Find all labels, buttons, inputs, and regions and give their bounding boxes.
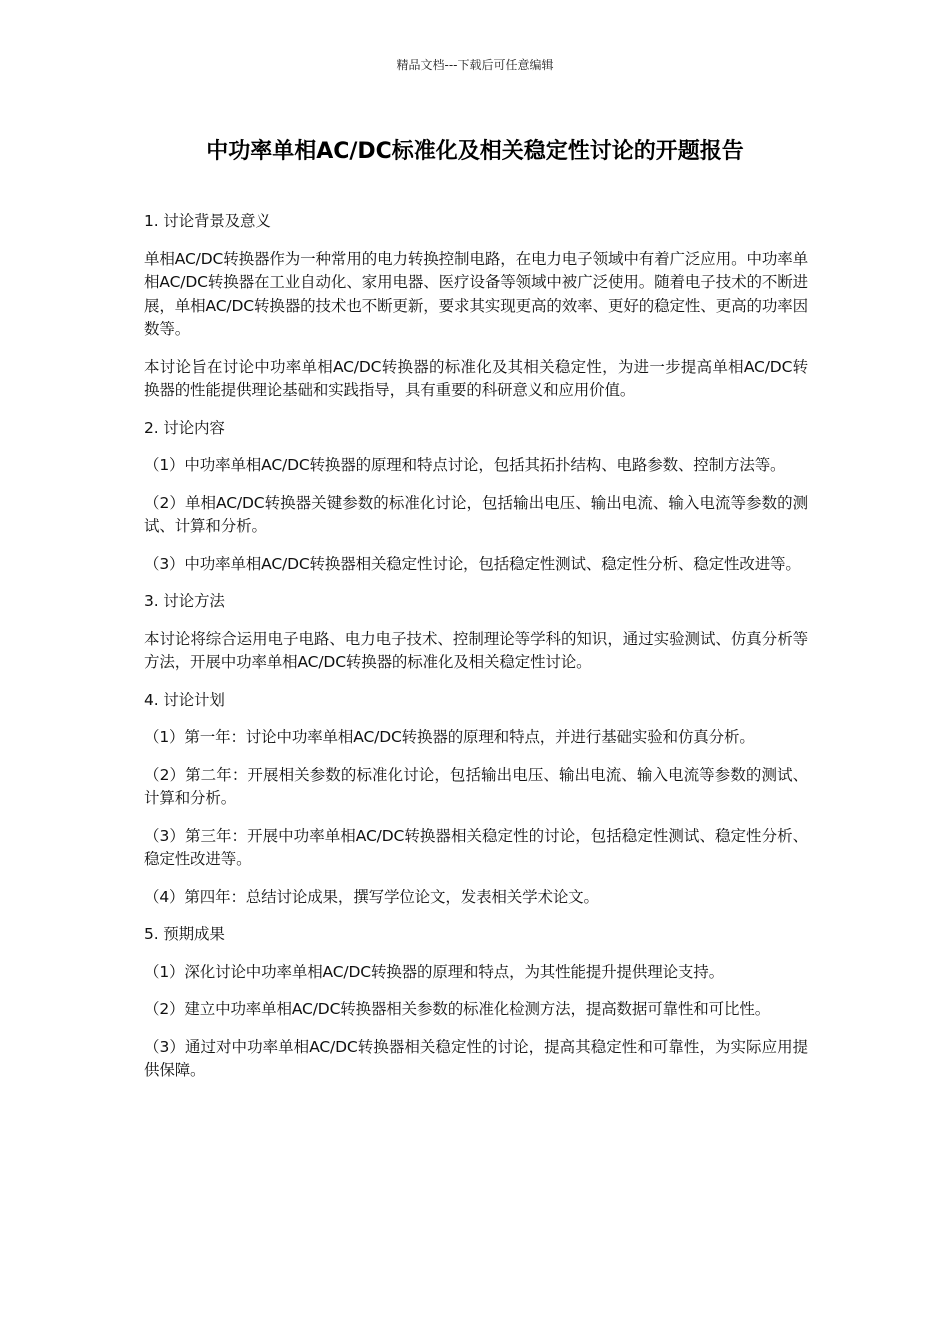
paragraph: 本讨论旨在讨论中功率单相AC/DC转换器的标准化及其相关稳定性，为进一步提高单相AC/DC转换器的性能提供理论基础和实践指导，具有重要的科研意义和应用价值。 xyxy=(144,357,808,399)
section-heading-results: 5. 预期成果 xyxy=(144,925,225,943)
list-item: （2）建立中功率单相AC/DC转换器相关参数的标准化检测方法，提高数据可靠性和可比性。 xyxy=(144,1000,771,1018)
document-body xyxy=(144,210,808,1097)
list-item: （1）深化讨论中功率单相AC/DC转换器的原理和特点，为其性能提升提供理论支持。 xyxy=(144,962,724,981)
list-item: （1）第一年：讨论中功率单相AC/DC转换器的原理和特点，并进行基础实验和仿真分析。 xyxy=(144,728,755,746)
section-heading-background: 1. 讨论背景及意义 xyxy=(144,212,271,230)
list-item: （3）通过对中功率单相AC/DC转换器相关稳定性的讨论，提高其稳定性和可靠性，为实际应用提供保障。 xyxy=(144,1037,808,1079)
section-heading-content: 2. 讨论内容 xyxy=(144,418,225,437)
list-item: （1）中功率单相AC/DC转换器的原理和特点讨论，包括其拓扑结构、电路参数、控制方法等。 xyxy=(144,456,786,474)
list-item: （4）第四年：总结讨论成果，撰写学位论文，发表相关学术论文。 xyxy=(144,887,599,906)
page-header: 精品文档---下载后可任意编辑 xyxy=(396,58,554,72)
list-item: （2）单相AC/DC转换器关键参数的标准化讨论，包括输出电压、输出电流、输入电流等参数的测试、计算和分析。 xyxy=(144,493,808,535)
list-item: （3）中功率单相AC/DC转换器相关稳定性讨论，包括稳定性测试、稳定性分析、稳定性改进等。 xyxy=(144,554,801,573)
list-item: （2）第二年：开展相关参数的标准化讨论，包括输出电压、输出电流、输入电流等参数的测试、计算和分析。 xyxy=(144,765,808,807)
paragraph: 单相AC/DC转换器作为一种常用的电力转换控制电路，在电力电子领域中有着广泛应用。中功率单相AC/DC转换器在工业自动化、家用电器、医疗设备等领域中被广泛使用。随着电子技术的不断进展，单相AC/DC转换器的技术也不断更新，要求其实现更高的效率、更好的稳定性、更高的功率因数等。 xyxy=(144,249,808,338)
list-item: （3）第三年：开展中功率单相AC/DC转换器相关稳定性的讨论，包括稳定性测试、稳定性分析、稳定性改进等。 xyxy=(144,826,808,868)
document-title: 中功率单相AC/DC标准化及相关稳定性讨论的开题报告 xyxy=(206,139,744,164)
paragraph: 本讨论将综合运用电子电路、电力电子技术、控制理论等学科的知识，通过实验测试、仿真分析等方法，开展中功率单相AC/DC转换器的标准化及相关稳定性讨论。 xyxy=(144,629,808,671)
section-heading-method: 3. 讨论方法 xyxy=(144,592,225,610)
section-heading-plan: 4. 讨论计划 xyxy=(144,690,225,709)
